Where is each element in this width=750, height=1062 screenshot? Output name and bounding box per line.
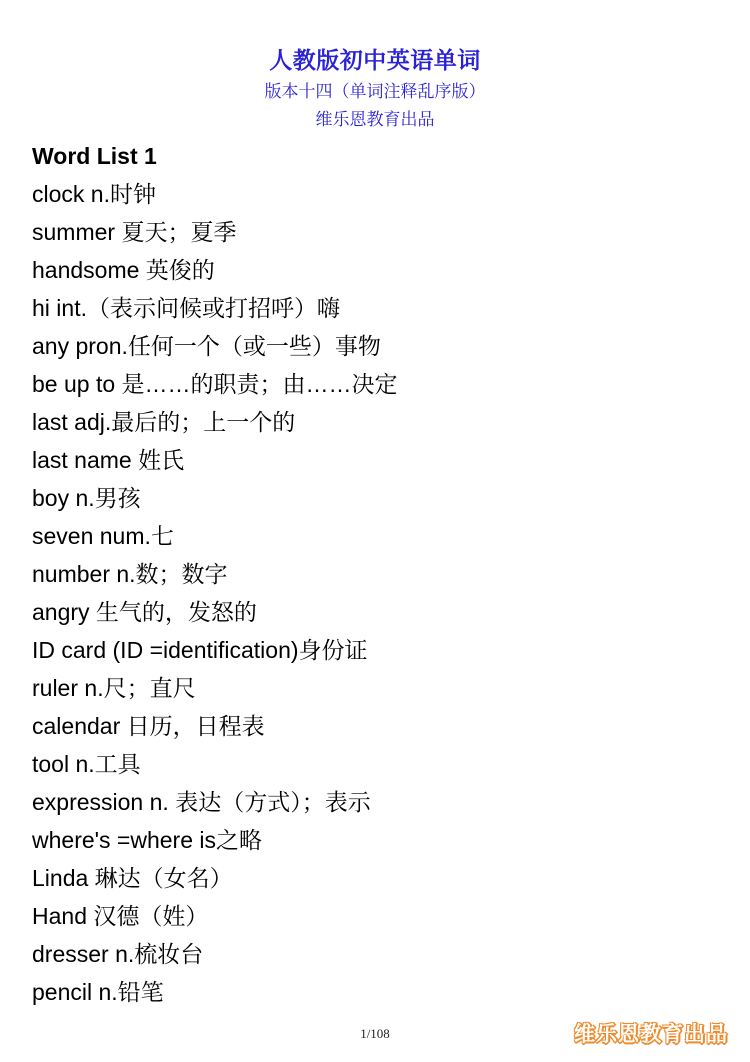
word-entry: dresser n.梳妆台 [32, 941, 204, 967]
word-entry: Linda 琳达（女名） [32, 865, 233, 891]
word-entry: Hand 汉德（姓） [32, 903, 209, 929]
word-entry: last name 姓氏 [32, 447, 185, 473]
word-entry: last adj.最后的；上一个的 [32, 409, 296, 435]
word-entry: boy n.男孩 [32, 485, 141, 511]
word-entry: handsome 英俊的 [32, 257, 215, 283]
word-entry: tool n.工具 [32, 751, 141, 777]
word-list-heading: Word List 1 [32, 143, 157, 169]
page-number: 1/108 [360, 1026, 390, 1041]
word-list [32, 175, 722, 1011]
word-entry: calendar 日历，日程表 [32, 713, 265, 739]
word-entry: clock n.时钟 [32, 181, 156, 207]
publisher-watermark: 维乐恩教育出品 [574, 1023, 728, 1046]
word-entry: number n.数；数字 [32, 561, 228, 587]
word-entry: be up to 是……的职责；由……决定 [32, 371, 398, 397]
word-entry: seven num.七 [32, 523, 174, 549]
word-entry: any pron.任何一个（或一些）事物 [32, 333, 381, 359]
publisher-line: 维乐恩教育出品 [315, 110, 435, 129]
word-entry: summer 夏天；夏季 [32, 219, 237, 245]
word-list-section [32, 137, 722, 1011]
word-entry: where's =where is之略 [32, 827, 262, 853]
word-entry: hi int.（表示问候或打招呼）嗨 [32, 295, 340, 321]
word-entry: pencil n.铅笔 [32, 979, 164, 1005]
document-subtitle: 版本十四（单词注释乱序版） [264, 82, 486, 101]
word-entry: angry 生气的，发怒的 [32, 599, 257, 625]
word-entry: expression n. 表达（方式）；表示 [32, 789, 371, 815]
word-entry: ruler n.尺；直尺 [32, 675, 196, 701]
document-header [0, 42, 750, 134]
word-entry: ID card (ID =identification)身份证 [32, 637, 368, 663]
document-title: 人教版初中英语单词 [269, 47, 481, 73]
